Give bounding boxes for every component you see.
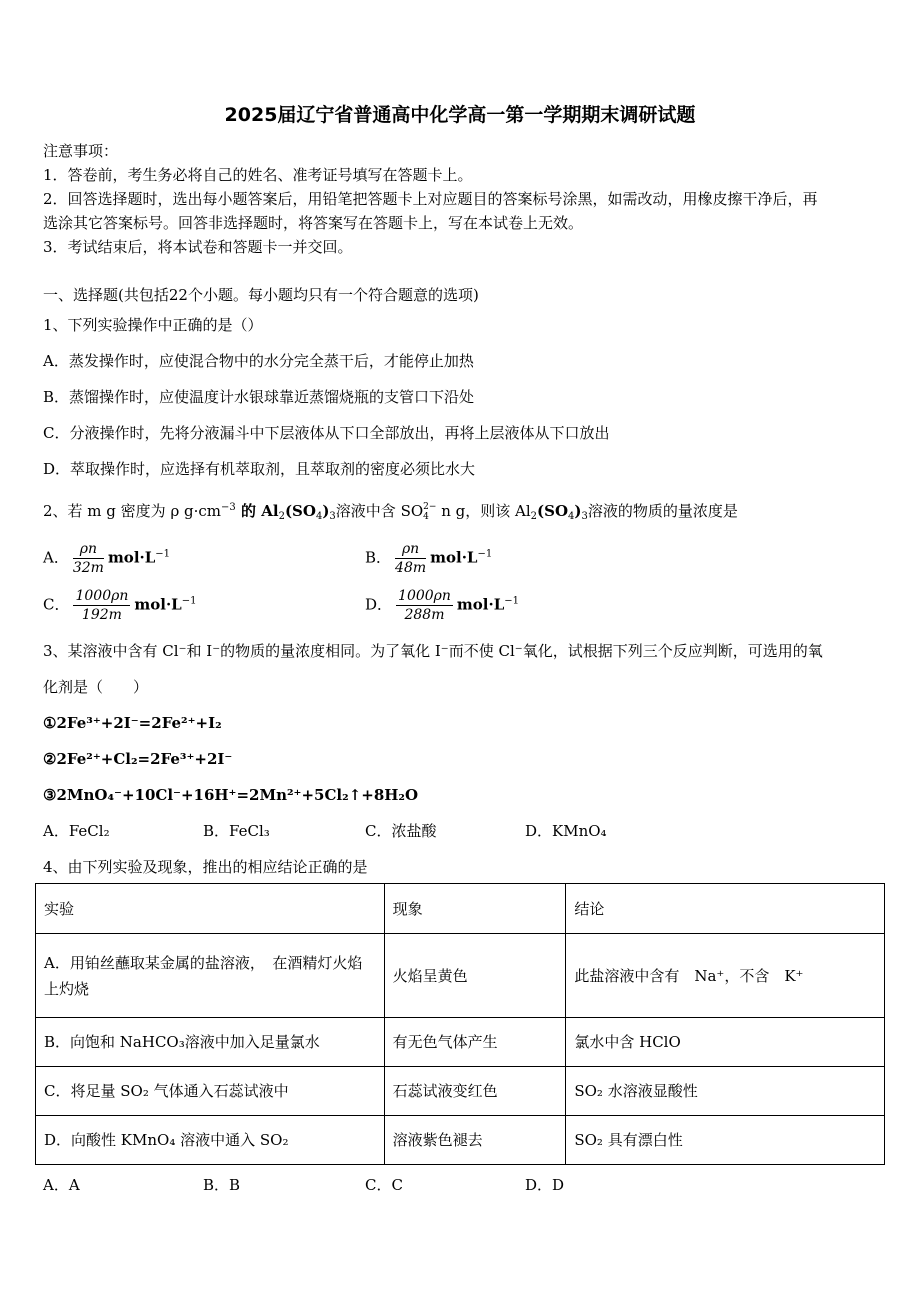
q4-option-a: A．A: [43, 1176, 80, 1194]
q4-option-b: B．B: [203, 1176, 241, 1194]
q2-option-a: A． $\frac{\rho n}{32m}$ $mol\cdot L^{-1}$: [43, 541, 171, 576]
q3-option-a: A．FeCl₂: [43, 822, 110, 840]
q4-stem: 4、由下列实验及现象，推出的相应结论正确的是: [43, 858, 368, 876]
table-row: [36, 934, 885, 1018]
q3-stem-line-2: 化剂是（ ）: [43, 678, 149, 696]
q1-stem: 1、下列实验操作中正确的是（）: [43, 316, 263, 334]
q3-reaction-3: ③2MnO₄⁻+10Cl⁻+16H⁺=2Mn²⁺+5Cl₂↑+8H₂O: [43, 786, 419, 804]
table-cell: 氯水中含 HClO: [566, 1018, 885, 1067]
q2-option-d: D． $\frac{1000\rho n}{288m}$ $mol\cdot L^{-1}$: [365, 588, 520, 623]
notes-heading: 注意事项：: [43, 142, 119, 160]
table-header-row: [36, 884, 885, 934]
q4-option-d: D．D: [525, 1176, 565, 1194]
q2-option-b: B． $\frac{\rho n}{48m}$ $mol\cdot L^{-1}$: [365, 541, 493, 576]
note-2-line-2: 选涂其它答案标号。回答非选择题时，将答案写在答题卡上，写在本试卷上无效。: [43, 214, 584, 232]
table-cell: D．向酸性 KMnO₄ 溶液中通入 SO₂: [36, 1116, 385, 1165]
table-header-cell: 结论: [566, 884, 885, 934]
q3-reaction-1: ①2Fe³⁺+2I⁻=2Fe²⁺+I₂: [43, 714, 222, 732]
table-header-cell: 实验: [36, 884, 385, 934]
q1-option-b: B．蒸馏操作时，应使温度计水银球靠近蒸馏烧瓶的支管口下沿处: [43, 388, 475, 406]
page-title: 2025届辽宁省普通高中化学高一第一学期期末调研试题: [224, 104, 696, 126]
q4-table: [35, 883, 885, 1165]
table-cell: 溶液紫色褪去: [384, 1116, 566, 1165]
q1-option-c: C．分液操作时，先将分液漏斗中下层液体从下口全部放出，再将上层液体从下口放出: [43, 424, 610, 442]
note-2-line-1: 2．回答选择题时，选出每小题答案后，用铅笔把答题卡上对应题目的答案标号涂黑，如需改动，用橡皮擦干净后，再: [43, 190, 818, 208]
table-cell: A．用铂丝蘸取某金属的盐溶液， 在酒精灯火焰上灼烧: [36, 934, 385, 1018]
q2-option-c: C． $\frac{1000\rho n}{192m}$ $mol\cdot L^{-1}$: [43, 588, 197, 623]
q3-option-d: D．KMnO₄: [525, 822, 607, 840]
table-cell: B．向饱和 NaHCO₃溶液中加入足量氯水: [36, 1018, 385, 1067]
q3-stem-line-1: 3、某溶液中含有 Cl⁻和 I⁻的物质的量浓度相同。为了氧化 I⁻而不使 Cl⁻氧化，试根据下列三个反应判断，可选用的氧: [43, 642, 823, 660]
table-cell: 石蕊试液变红色: [384, 1067, 566, 1116]
table-cell: SO₂ 具有漂白性: [566, 1116, 885, 1165]
sulfate-ion-formula: SO2− 4: [400, 502, 437, 522]
table-cell: 有无色气体产生: [384, 1018, 566, 1067]
table-header-cell: 现象: [384, 884, 566, 934]
table-row: [36, 1116, 885, 1165]
table-cell: SO₂ 水溶液显酸性: [566, 1067, 885, 1116]
q2-stem: 2、若 m g 密度为 ρ $g\cdot cm^{-3}$ 的 $Al_2(SO_4)_3$溶液中含 SO2− 4 n g，则该 $Al_2(SO_4)_3$溶液的物质的量浓度是: [43, 502, 738, 522]
q3-reaction-2: ②2Fe²⁺+Cl₂=2Fe³⁺+2I⁻: [43, 750, 233, 768]
table-cell: C．将足量 SO₂ 气体通入石蕊试液中: [36, 1067, 385, 1116]
section-heading: 一、选择题(共包括22个小题。每小题均只有一个符合题意的选项): [43, 286, 479, 304]
q4-option-c: C．C: [365, 1176, 403, 1194]
note-1: 1．答卷前，考生务必将自己的姓名、准考证号填写在答题卡上。: [43, 166, 473, 184]
note-3: 3．考试结束后，将本试卷和答题卡一并交回。: [43, 238, 353, 256]
q1-option-d: D．萃取操作时，应选择有机萃取剂，且萃取剂的密度必须比水大: [43, 460, 476, 478]
table-cell: 火焰呈黄色: [384, 934, 566, 1018]
q3-option-c: C．浓盐酸: [365, 822, 437, 840]
table-row: [36, 1018, 885, 1067]
table-row: [36, 1067, 885, 1116]
q3-option-b: B．FeCl₃: [203, 822, 270, 840]
table-cell: 此盐溶液中含有 Na⁺，不含 K⁺: [566, 934, 885, 1018]
q1-option-a: A．蒸发操作时，应使混合物中的水分完全蒸干后，才能停止加热: [43, 352, 474, 370]
